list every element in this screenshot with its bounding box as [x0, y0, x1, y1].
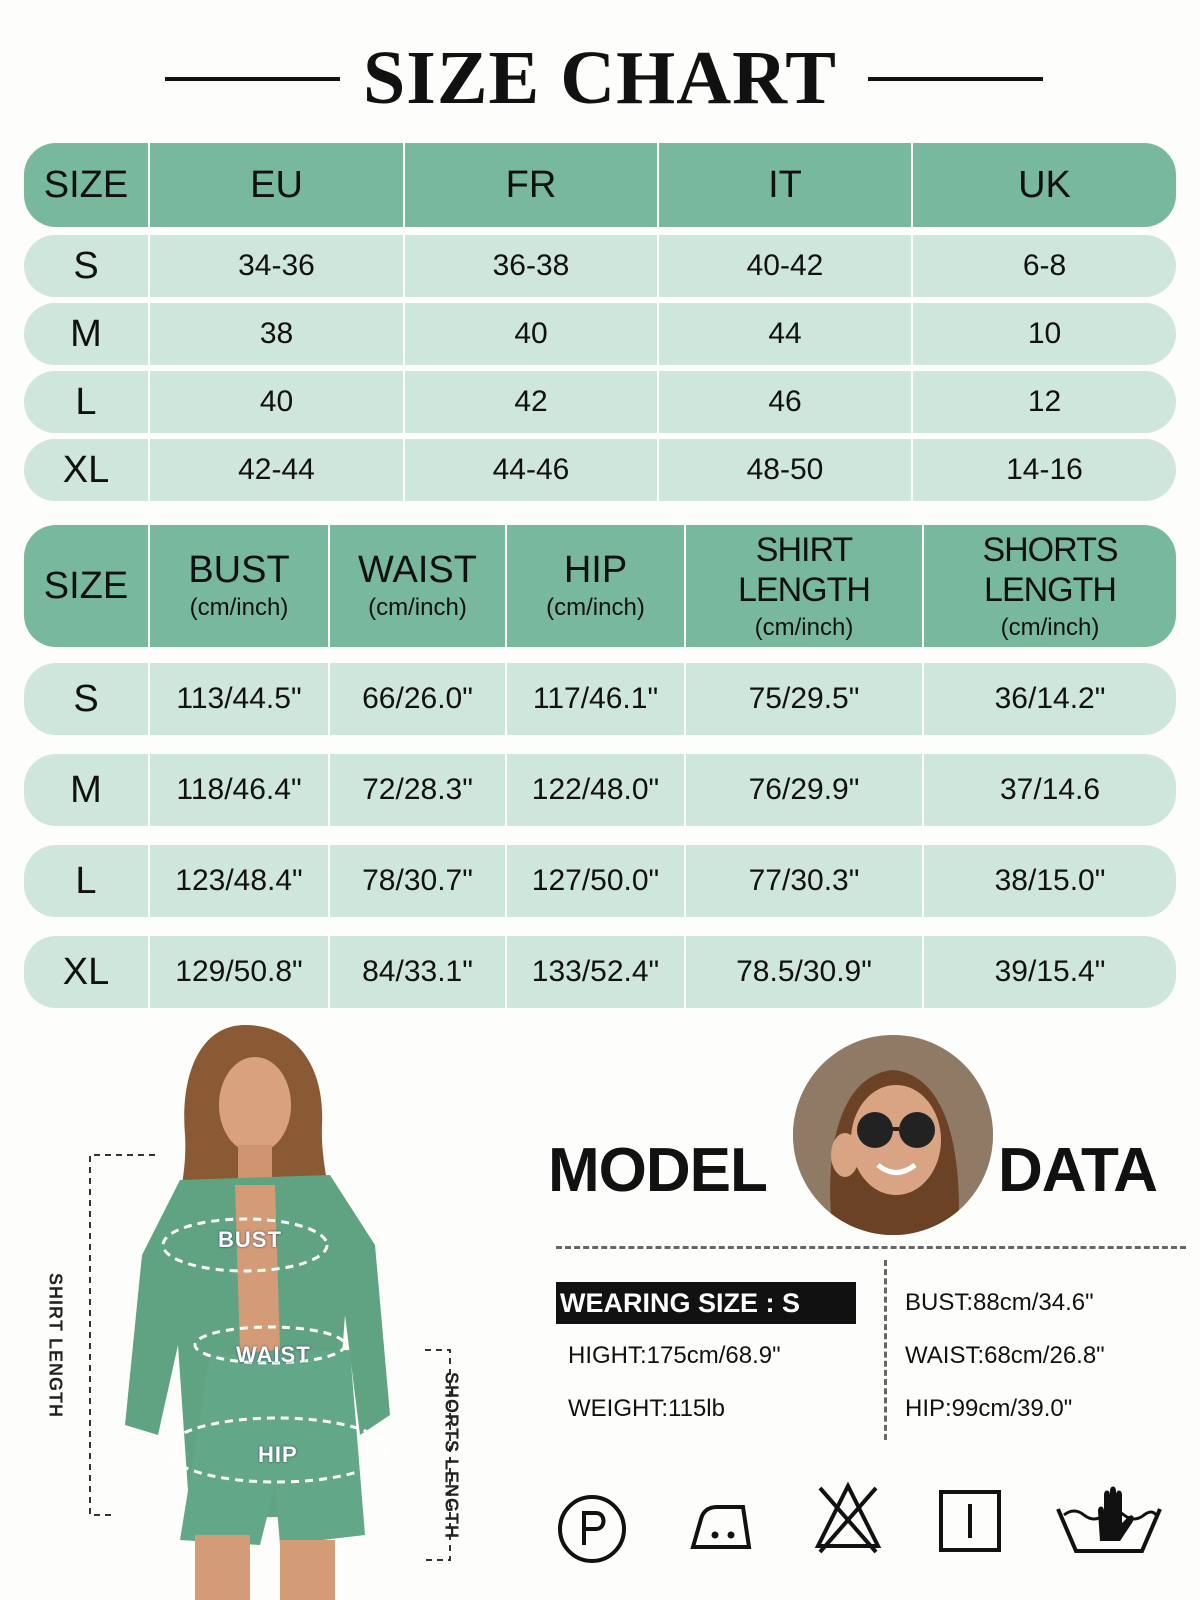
table-cell: 40 [148, 371, 403, 433]
table-cell: 84/33.1" [328, 936, 505, 1008]
model-waist: WAIST:68cm/26.8" [905, 1342, 1105, 1369]
table-cell: 48-50 [657, 439, 911, 501]
table-cell: 78/30.7" [328, 845, 505, 917]
table-cell: 117/46.1" [505, 663, 684, 735]
table-cell: 14-16 [911, 439, 1176, 501]
table-cell: 38 [148, 303, 403, 365]
table-cell: 133/52.4" [505, 936, 684, 1008]
table-row [24, 303, 1176, 365]
model-figure [30, 1015, 490, 1600]
table-cell: 122/48.0" [505, 754, 684, 826]
model-hip: HIP:99cm/39.0" [905, 1395, 1073, 1422]
table-cell: 46 [657, 371, 911, 433]
size-cell: M [70, 312, 102, 355]
table-cell: 76/29.9" [684, 754, 922, 826]
size-cell: L [75, 859, 97, 902]
header-cell-uk: UK [911, 143, 1176, 227]
table-cell: 75/29.5" [684, 663, 922, 735]
table-row [24, 845, 1176, 917]
table-cell: 36/14.2" [922, 663, 1176, 735]
header-label: SHIRT LENGTH [738, 531, 870, 609]
header-cell-bust [148, 525, 328, 647]
table-cell: 40-42 [657, 235, 911, 297]
table-cell: 127/50.0" [505, 845, 684, 917]
table-header-row [24, 143, 1176, 227]
line-dry-icon [937, 1488, 1003, 1554]
table-row [24, 439, 1176, 501]
table-cell: 37/14.6 [922, 754, 1176, 826]
model-silhouette [30, 1015, 490, 1600]
header-unit: (cm/inch) [368, 594, 467, 621]
table-row [24, 936, 1176, 1008]
hand-wash-icon [1054, 1475, 1164, 1557]
table-cell: 72/28.3" [328, 754, 505, 826]
table-row [24, 235, 1176, 297]
table-cell: 36-38 [403, 235, 657, 297]
header-unit: (cm/inch) [754, 614, 854, 641]
size-cell: XL [62, 950, 110, 993]
header-cell-it: IT [657, 143, 911, 227]
table-row [24, 371, 1176, 433]
shirt-length-label: SHIRT LENGTH [45, 1273, 66, 1418]
table-cell: 42-44 [148, 439, 403, 501]
title-line-left [165, 77, 340, 81]
header-cell-hip [505, 525, 684, 647]
header-unit: (cm/inch) [189, 594, 289, 621]
page-title: SIZE CHART [362, 36, 837, 120]
table-cell: 42 [403, 371, 657, 433]
model-bust: BUST:88cm/34.6" [905, 1289, 1094, 1316]
table-cell: 40 [403, 303, 657, 365]
table-row [24, 663, 1176, 735]
header-cell-eu: EU [148, 143, 403, 227]
table-header-row [24, 525, 1176, 647]
header-cell-fr: FR [403, 143, 657, 227]
table-cell: 12 [911, 371, 1176, 433]
header-cell-shirt-length [684, 525, 922, 647]
header-cell-size [24, 525, 148, 647]
header-label: BUST [188, 549, 290, 591]
table-cell: 6-8 [911, 235, 1176, 297]
table-cell: 44 [657, 303, 911, 365]
table-cell: 123/48.4" [148, 845, 328, 917]
size-cell: M [70, 768, 102, 811]
header-label: WAIST [358, 549, 477, 591]
table-cell: 66/26.0" [328, 663, 505, 735]
avatar-image [793, 1035, 993, 1235]
table-cell: 129/50.8" [148, 936, 328, 1008]
international-size-table [24, 143, 1176, 503]
title-line-right [868, 77, 1043, 81]
model-weight: WEIGHT:115lb [568, 1395, 725, 1422]
size-cell: XL [62, 448, 110, 491]
model-avatar [793, 1035, 993, 1235]
table-cell: 118/46.4" [148, 754, 328, 826]
table-cell: 44-46 [403, 439, 657, 501]
measurement-table [24, 525, 1176, 1010]
table-cell: 77/30.3" [684, 845, 922, 917]
hip-label: HIP [258, 1442, 298, 1467]
bust-label: BUST [218, 1227, 282, 1252]
header-unit: (cm/inch) [1000, 614, 1100, 641]
divider-vertical [884, 1260, 887, 1440]
table-cell: 10 [911, 303, 1176, 365]
header-unit: (cm/inch) [546, 594, 645, 621]
wearing-size-badge: WEARING SIZE : S [556, 1282, 856, 1324]
model-heading: MODEL [548, 1136, 767, 1205]
divider-horizontal [556, 1246, 1186, 1249]
size-cell: S [73, 677, 99, 720]
dry-clean-p-icon [556, 1493, 628, 1565]
table-cell: 34-36 [148, 235, 403, 297]
waist-label: WAIST [236, 1342, 311, 1367]
data-heading: DATA [998, 1136, 1157, 1205]
model-height: HIGHT:175cm/68.9" [568, 1342, 781, 1369]
table-cell: 78.5/30.9" [684, 936, 922, 1008]
header-label: SHORTS LENGTH [982, 531, 1118, 609]
no-bleach-icon [812, 1478, 884, 1558]
size-cell: L [75, 380, 97, 423]
header-cell-shorts-length [922, 525, 1176, 647]
table-cell: 38/15.0" [922, 845, 1176, 917]
header-cell-waist [328, 525, 505, 647]
iron-low-icon [683, 1497, 763, 1557]
table-row [24, 754, 1176, 826]
header-label: HIP [563, 549, 628, 591]
shorts-length-label: SHORTS LENGTH [441, 1371, 462, 1539]
header-label: SIZE [43, 565, 129, 607]
size-cell: S [73, 244, 99, 287]
table-cell: 113/44.5" [148, 663, 328, 735]
header-cell-size: SIZE [43, 163, 129, 206]
table-cell: 39/15.4" [922, 936, 1176, 1008]
